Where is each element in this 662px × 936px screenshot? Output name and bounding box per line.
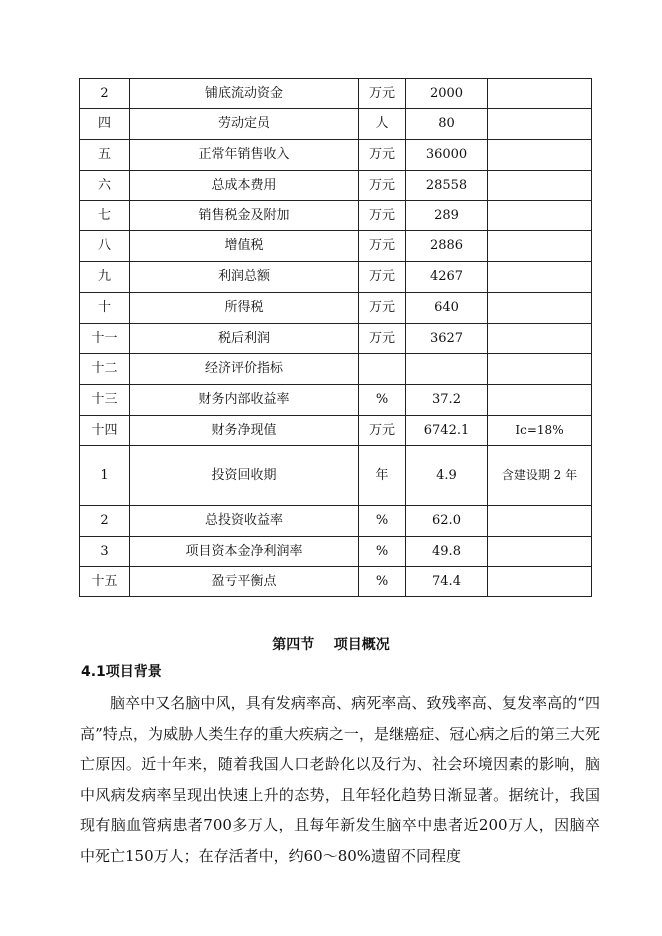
table-row — [80, 354, 592, 385]
item-name: 正常年销售收入 — [130, 140, 359, 171]
unit: 万元 — [359, 231, 406, 262]
value: 49.8 — [406, 537, 488, 567]
row-number: 2 — [80, 79, 130, 109]
note — [488, 537, 592, 567]
table-row — [80, 446, 592, 506]
value: 37.2 — [406, 385, 488, 416]
note: Ic=18% — [488, 416, 592, 446]
note — [488, 354, 592, 385]
item-name: 税后利润 — [130, 324, 359, 354]
table-row — [80, 537, 592, 567]
value: 2886 — [406, 231, 488, 262]
note — [488, 567, 592, 597]
row-number: 六 — [80, 171, 130, 201]
unit: 万元 — [359, 262, 406, 293]
value: 4.9 — [406, 446, 488, 506]
row-number: 四 — [80, 109, 130, 140]
item-name: 利润总额 — [130, 262, 359, 293]
table-row — [80, 416, 592, 446]
unit: % — [359, 567, 406, 597]
unit: % — [359, 537, 406, 567]
item-name: 财务内部收益率 — [130, 385, 359, 416]
row-number: 1 — [80, 446, 130, 506]
table-row — [80, 262, 592, 293]
row-number: 十一 — [80, 324, 130, 354]
unit: 万元 — [359, 201, 406, 231]
value: 62.0 — [406, 506, 488, 537]
value: 2000 — [406, 79, 488, 109]
table-row — [80, 171, 592, 201]
row-number: 十四 — [80, 416, 130, 446]
value: 4267 — [406, 262, 488, 293]
note — [488, 231, 592, 262]
background-paragraph: 脑卒中又名脑中风，具有发病率高、病死率高、致残率高、复发率高的“四高”特点，为威胁人类生存的重大疾病之一，是继癌症、冠心病之后的第三大死亡原因。近十年来，随着我国人口老龄化以及行为、社会环境因素的影响，脑中风病发病率呈现出快速上升的态势，且年轻化趋势日渐显著。据统计，我国现有脑血管病患者700多万人，且每年新发生脑卒中患者近200万人，因脑卒中死亡150万人；在存活者中，约60～80%遗留不同程度 — [80, 694, 600, 865]
row-number: 九 — [80, 262, 130, 293]
note — [488, 385, 592, 416]
item-name: 财务净现值 — [130, 416, 359, 446]
unit: % — [359, 385, 406, 416]
table-row — [80, 231, 592, 262]
value: 36000 — [406, 140, 488, 171]
row-number: 七 — [80, 201, 130, 231]
item-name: 总成本费用 — [130, 171, 359, 201]
unit — [359, 354, 406, 385]
row-number: 十三 — [80, 385, 130, 416]
note — [488, 109, 592, 140]
subsection-title: 4.1项目背景 — [81, 664, 162, 680]
note — [488, 140, 592, 171]
unit: 万元 — [359, 293, 406, 324]
item-name: 投资回收期 — [130, 446, 359, 506]
value: 28558 — [406, 171, 488, 201]
note: 含建设期 2 年 — [488, 446, 592, 506]
unit: 万元 — [359, 140, 406, 171]
row-number: 十五 — [80, 567, 130, 597]
item-name: 增值税 — [130, 231, 359, 262]
note — [488, 171, 592, 201]
note — [488, 262, 592, 293]
row-number: 十二 — [80, 354, 130, 385]
unit: 万元 — [359, 324, 406, 354]
note — [488, 79, 592, 109]
unit: % — [359, 506, 406, 537]
item-name: 项目资本金净利润率 — [130, 537, 359, 567]
table-row — [80, 109, 592, 140]
table-row — [80, 79, 592, 109]
row-number: 3 — [80, 537, 130, 567]
row-number: 十 — [80, 293, 130, 324]
note — [488, 293, 592, 324]
item-name: 所得税 — [130, 293, 359, 324]
value: 289 — [406, 201, 488, 231]
table-row — [80, 567, 592, 597]
row-number: 2 — [80, 506, 130, 537]
table-row — [80, 506, 592, 537]
section-title: 第四节 项目概况 — [272, 637, 390, 653]
unit: 年 — [359, 446, 406, 506]
item-name: 销售税金及附加 — [130, 201, 359, 231]
table-row — [80, 293, 592, 324]
row-number: 五 — [80, 140, 130, 171]
item-name: 铺底流动资金 — [130, 79, 359, 109]
note — [488, 201, 592, 231]
note — [488, 506, 592, 537]
value: 74.4 — [406, 567, 488, 597]
value: 640 — [406, 293, 488, 324]
table-row — [80, 385, 592, 416]
table-row — [80, 140, 592, 171]
note — [488, 324, 592, 354]
item-name: 经济评价指标 — [130, 354, 359, 385]
unit: 万元 — [359, 416, 406, 446]
row-number: 八 — [80, 231, 130, 262]
unit: 万元 — [359, 171, 406, 201]
unit: 万元 — [359, 79, 406, 109]
item-name: 总投资收益率 — [130, 506, 359, 537]
table-row — [80, 201, 592, 231]
table-row — [80, 324, 592, 354]
item-name: 劳动定员 — [130, 109, 359, 140]
value: 80 — [406, 109, 488, 140]
value: 3627 — [406, 324, 488, 354]
value — [406, 354, 488, 385]
item-name: 盈亏平衡点 — [130, 567, 359, 597]
value: 6742.1 — [406, 416, 488, 446]
unit: 人 — [359, 109, 406, 140]
financial-indicator-table — [79, 78, 592, 597]
